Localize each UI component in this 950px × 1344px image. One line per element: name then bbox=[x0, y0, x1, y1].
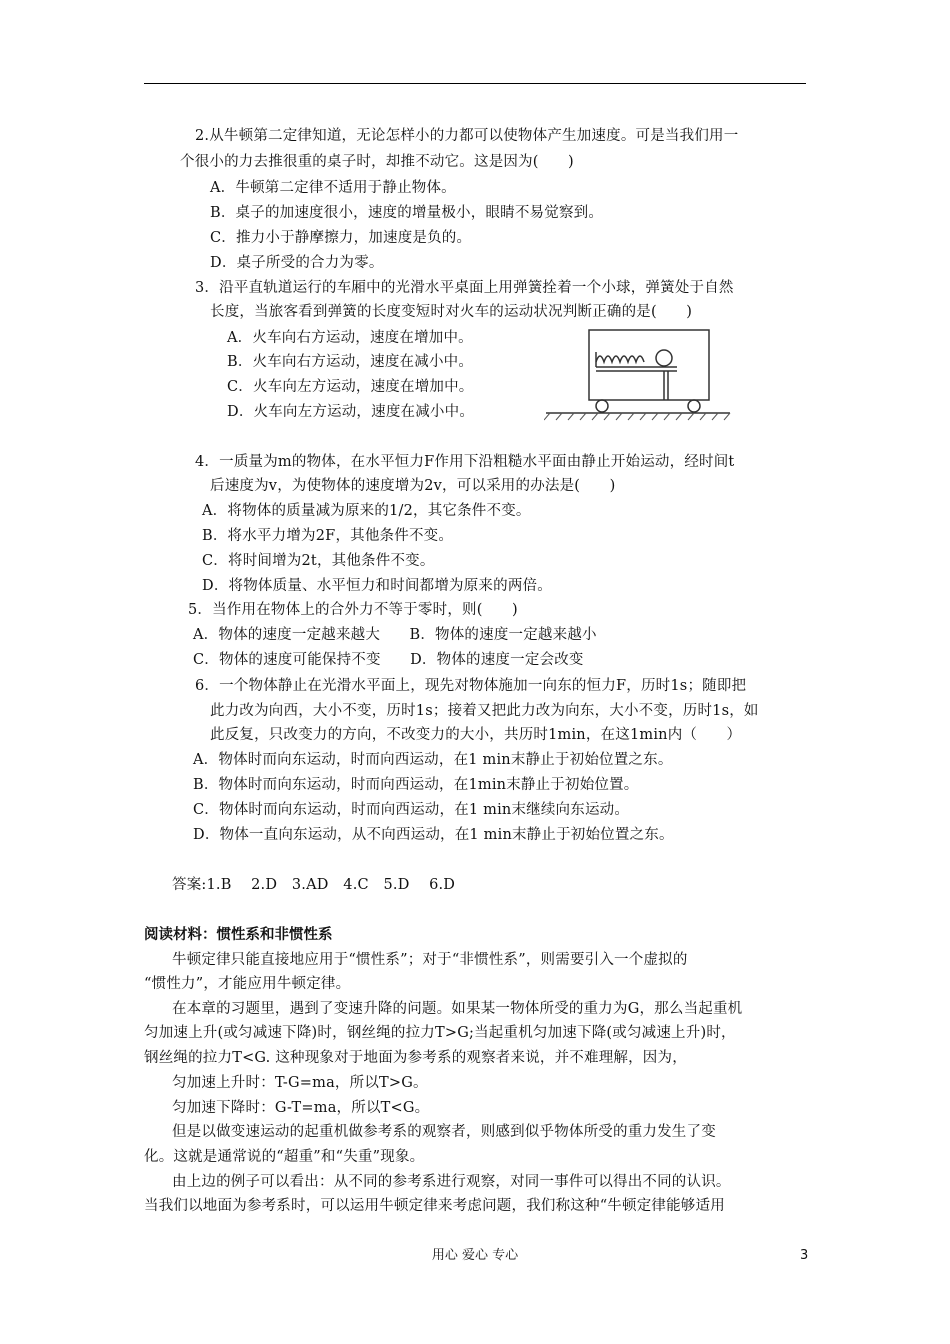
reading-p2-line2: 匀加速上升(或匀减速下降)时，钢丝绳的拉力T>G;当起重机匀加速下降(或匀减速上升)时， bbox=[144, 1025, 736, 1041]
reading-p4-line1: 由上边的例子可以看出：从不同的参考系进行观察，对同一事件可以得出不同的认识。 bbox=[172, 1174, 731, 1190]
q2-option-c: C．推力小于静摩擦力，加速度是负的。 bbox=[210, 230, 472, 246]
q4-option-b: B．将水平力增为2F，其他条件不变。 bbox=[202, 528, 454, 544]
q6-option-c: C．物体时而向东运动，时而向西运动，在1 min末继续向东运动。 bbox=[193, 802, 630, 818]
q4-option-a: A．将物体的质量减为原来的1/2，其它条件不变。 bbox=[202, 503, 531, 519]
q4-option-d: D．将物体质量、水平恒力和时间都增为原来的两倍。 bbox=[202, 578, 552, 594]
q6-option-d: D．物体一直向东运动，从不向西运动，在1 min末静止于初始位置之东。 bbox=[193, 827, 674, 843]
q6-stem-line3: 此反复，只改变力的方向，不改变力的大小，共历时1min，在这1min内（ ） bbox=[210, 727, 742, 743]
q5-stem: 5．当作用在物体上的合外力不等于零时，则( ) bbox=[188, 602, 518, 618]
reading-p2-line1: 在本章的习题里，遇到了变速升降的问题。如果某一物体所受的重力为G，那么当起重机 bbox=[172, 1001, 743, 1017]
reading-p2-line3: 钢丝绳的拉力T<G. 这种现象对于地面为参考系的观察者来说，并不难理解，因为， bbox=[144, 1050, 687, 1066]
q5-options-ab: A．物体的速度一定越来越大 B．物体的速度一定越来越小 bbox=[193, 627, 597, 643]
q5-options-cd: C．物体的速度可能保持不变 D．物体的速度一定会改变 bbox=[193, 652, 584, 668]
q4-stem-line2: 后速度为v，为使物体的速度增为2v，可以采用的办法是( ) bbox=[210, 478, 616, 494]
reading-p3-line1: 但是以做变速运动的起重机做参考系的观察者，则感到似乎物体所受的重力发生了变 bbox=[172, 1124, 716, 1140]
reading-p1-line1: 牛顿定律只能直接地应用于“惯性系”；对于“非惯性系”，则需要引入一个虚拟的 bbox=[172, 952, 688, 968]
reading-p4-line2: 当我们以地面为参考系时，可以运用牛顿定律来考虑问题，我们称这种“牛顿定律能够适用 bbox=[144, 1198, 725, 1214]
q6-option-a: A．物体时而向东运动，时而向西运动，在1 min末静止于初始位置之东。 bbox=[193, 752, 673, 768]
q4-option-c: C．将时间增为2t，其他条件不变。 bbox=[202, 553, 435, 569]
q3-stem-line1: 3．沿平直轨道运行的车厢中的光滑水平桌面上用弹簧拴着一个小球，弹簧处于自然 bbox=[195, 280, 734, 296]
header-rule bbox=[144, 83, 806, 84]
q3-stem-line2: 长度，当旅客看到弹簧的长度变短时对火车的运动状况判断正确的是( ) bbox=[210, 304, 693, 320]
train-car-figure bbox=[544, 322, 734, 422]
q3-option-b: B．火车向右方运动，速度在减小中。 bbox=[227, 354, 474, 370]
q3-option-a: A．火车向右方运动，速度在增加中。 bbox=[227, 330, 473, 346]
q6-stem-line2: 此力改为向西，大小不变，历时1s；接着又把此力改为向东，大小不变，历时1s，如 bbox=[210, 703, 759, 719]
reading-equation-2: 匀加速下降时：G-T=ma，所以T<G。 bbox=[172, 1100, 430, 1116]
q2-option-a: A．牛顿第二定律不适用于静止物体。 bbox=[210, 180, 456, 196]
q2-stem-line1: 2.从牛顿第二定律知道，无论怎样小的力都可以使物体产生加速度。可是当我们用一 bbox=[195, 128, 739, 144]
answer-key: 答案:1.B 2.D 3.AD 4.C 5.D 6.D bbox=[172, 877, 456, 893]
q4-stem-line1: 4．一质量为m的物体，在水平恒力F作用下沿粗糙水平面由静止开始运动，经时间t bbox=[195, 454, 735, 470]
q2-option-b: B．桌子的加速度很小，速度的增量极小，眼睛不易觉察到。 bbox=[210, 205, 604, 221]
reading-equation-1: 匀加速上升时：T-G=ma，所以T>G。 bbox=[172, 1075, 428, 1091]
q3-option-c: C．火车向左方运动，速度在增加中。 bbox=[227, 379, 474, 395]
footer-slogan: 用心 爱心 专心 bbox=[431, 1248, 519, 1263]
page-number: 3 bbox=[800, 1248, 809, 1263]
reading-p1-line2: “惯性力”，才能应用牛顿定律。 bbox=[144, 976, 351, 992]
q6-stem-line1: 6．一个物体静止在光滑水平面上，现先对物体施加一向东的恒力F，历时1s；随即把 bbox=[195, 678, 747, 694]
reading-heading: 阅读材料：惯性系和非惯性系 bbox=[144, 926, 333, 943]
q6-option-b: B．物体时而向东运动，时而向西运动，在1min末静止于初始位置。 bbox=[193, 777, 639, 793]
reading-p3-line2: 化。这就是通常说的“超重”和“失重”现象。 bbox=[144, 1149, 425, 1165]
q3-option-d: D．火车向左方运动，速度在减小中。 bbox=[227, 404, 475, 420]
q2-stem-line2: 个很小的力去推很重的桌子时，却推不动它。这是因为( ) bbox=[180, 154, 574, 170]
q2-option-d: D．桌子所受的合力为零。 bbox=[210, 255, 384, 271]
